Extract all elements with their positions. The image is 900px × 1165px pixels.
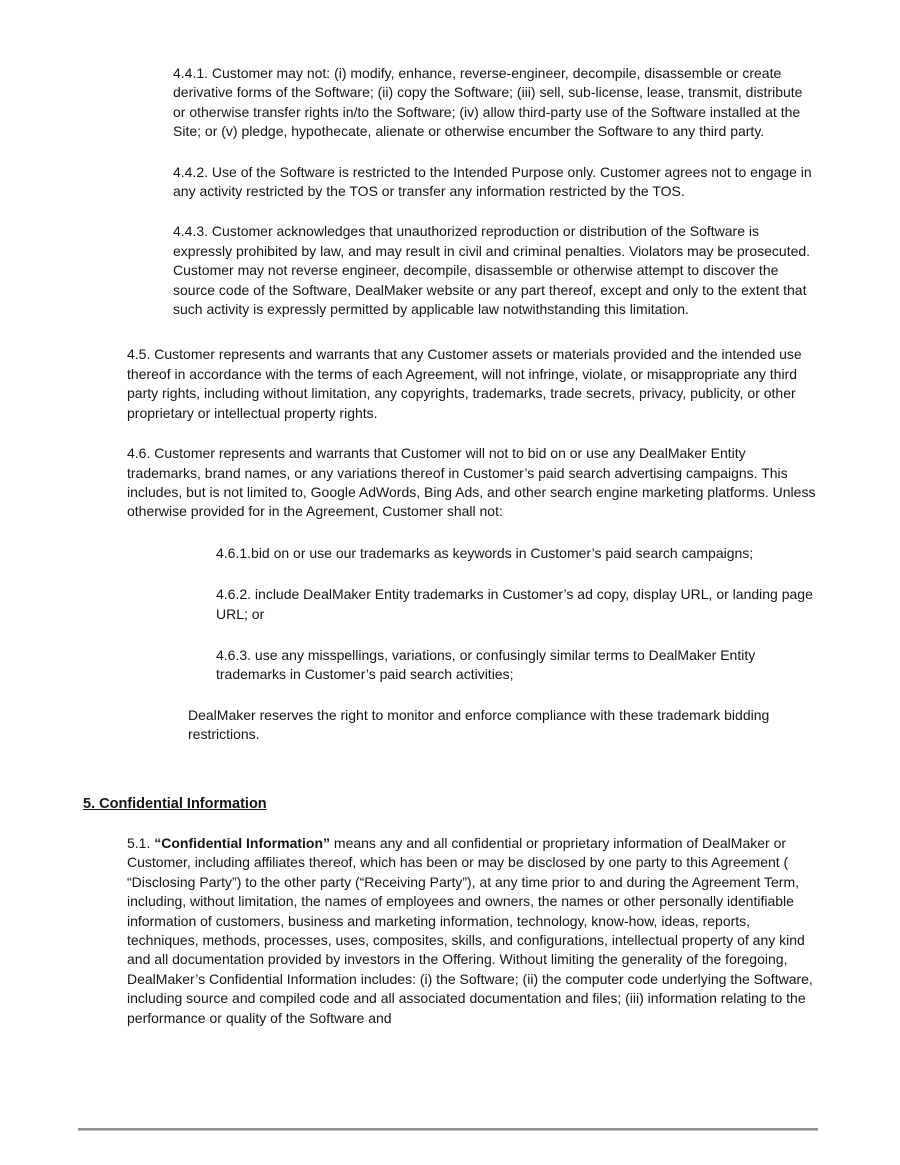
- clause-4-4-2: 4.4.2. Use of the Software is restricted to the Intended Purpose only. Customer agrees not to engage in any activity restricted by the TOS or transfer any information restricted by the TOS.: [173, 163, 812, 200]
- clause-4-6-2: 4.6.2. include DealMaker Entity trademarks in Customer’s ad copy, display URL, or landing page URL; or: [216, 586, 813, 622]
- footer-divider-rule: [78, 1128, 818, 1131]
- clause-4-6: 4.6. Customer represents and warrants that Customer will not to bid on or use any DealMaker Entity trademarks, brand names, or any variations thereof in Customer’s paid search advertising campaigns. This includes, but is not limited to, Google AdWords, Bing Ads, and other search engine marketing platforms. Unless otherwise provided for in the Agreement, Customer shall not:: [127, 445, 816, 520]
- page-content: [78, 64, 818, 1049]
- clause-5-1-body: means any and all confidential or proprietary information of DealMaker or Customer, including affiliates thereof, which has been or may be disclosed by one party to this Agreement ( “Disclosing Party”) to the other party (“Receiving Party”), at any time prior to and during the Agreement Term, including, without limitation, the names of employees and owners, the names or other personally identifiable information of customers, business and marketing information, technology, know-how, ideas, reports, techniques, methods, processes, uses, composites, skills, and configurations, intellectual property of any kind and all documentation provided by investors in the Offering. Without limiting the generality of the foregoing, DealMaker’s Confidential Information includes: (i) the Software; (ii) the computer code underlying the Software, including source and compiled code and all associated documentation and files; (iii) information relating to the performance or quality of the Software and: [127, 834, 813, 1026]
- clause-4-5: 4.5. Customer represents and warrants that any Customer assets or materials provided and the intended use thereof in accordance with the terms of each Agreement, will not infringe, violate, or misappropriate any third party rights, including without limitation, any copyrights, trademarks, trade secrets, privacy, publicity, or other proprietary or intellectual property rights.: [127, 346, 802, 421]
- clause-4-6-3: 4.6.3. use any misspellings, variations, or confusingly similar terms to DealMaker Entity trademarks in Customer’s paid search activities;: [216, 646, 756, 683]
- section-5-heading: 5. Confidential Information: [83, 795, 267, 812]
- trademark-enforcement-note: DealMaker reserves the right to monitor and enforce compliance with these trademark bidding restrictions.: [188, 706, 770, 743]
- clause-5-1-defined-term: “Confidential Information”: [154, 834, 331, 851]
- clause-5-1: [127, 834, 818, 1028]
- clause-4-4-3: 4.4.3. Customer acknowledges that unauthorized reproduction or distribution of the Software is expressly prohibited by law, and may result in civil and criminal penalties. Violators may be prosecuted. Customer may not reverse engineer, decompile, disassemble or otherwise attempt to discover the source code of the Software, DealMaker website or any part thereof, except and only to the extent that such activity is expressly permitted by applicable law notwithstanding this limitation.: [173, 223, 811, 318]
- clause-5-1-prefix: 5.1.: [127, 834, 155, 851]
- clause-4-6-1: 4.6.1.bid on or use our trademarks as keywords in Customer’s paid search campaigns;: [216, 544, 754, 561]
- clause-4-4-1: 4.4.1. Customer may not: (i) modify, enhance, reverse-engineer, decompile, disassemble or create derivative forms of the Software; (ii) copy the Software; (iii) sell, sub-license, lease, transmit, distribute or otherwise transfer rights in/to the Software; (iv) allow third-party use of the Software installed at the Site; or (v) pledge, hypothecate, alienate or otherwise encumber the Software to any third party.: [173, 65, 803, 140]
